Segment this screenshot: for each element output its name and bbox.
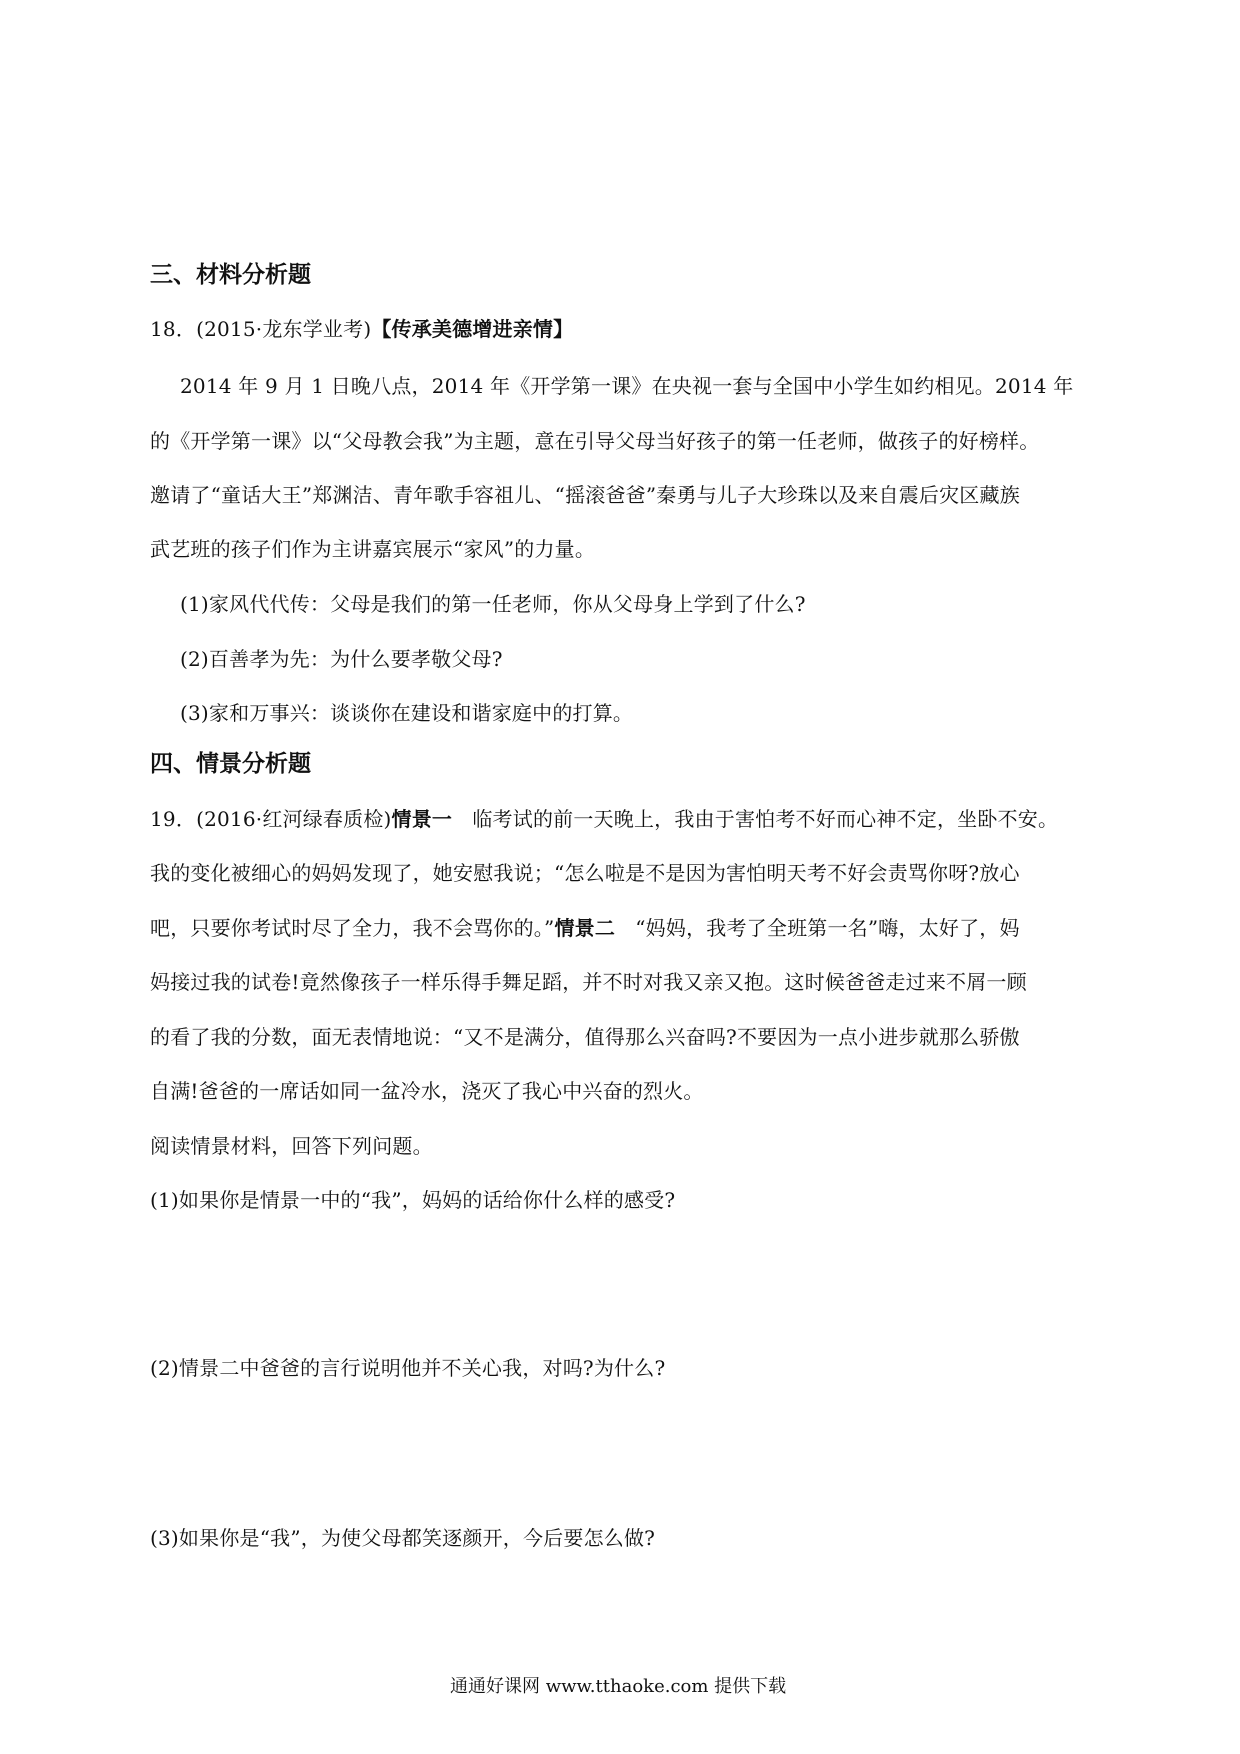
q19-sub-question-3: (3)如果你是“我”，为使父母都笑逐颜开，今后要怎么做? [150,1526,656,1550]
scene-2-label: 情景二 [554,916,616,940]
q18-material-line-4: 武艺班的孩子们作为主讲嘉宾展示“家风”的力量。 [150,537,596,561]
q18-sub-question-2: (2)百善孝为先：为什么要孝敬父母? [180,647,503,671]
q19-line-3-start: 吧，只要你考试时尽了全力，我不会骂你的。” [150,916,555,940]
question-number: 19． [150,807,197,831]
q19-line-6: 自满!爸爸的一席话如同一盆冷水，浇灭了我心中兴奋的烈火。 [150,1079,704,1103]
q18-material-line-2: 的《开学第一课》以“父母教会我”为主题，意在引导父母当好孩子的第一任老师，做孩子的好榜样。 [150,429,1040,453]
q19-line-3-end: “妈妈，我考了全班第一名”嗨，太好了，妈 [615,916,1020,940]
q19-sub-question-2: (2)情景二中爸爸的言行说明他并不关心我，对吗?为什么? [150,1356,666,1380]
q19-line-3 [150,912,1020,941]
q18-sub-question-1: (1)家风代代传：父母是我们的第一任老师，你从父母身上学到了什么? [180,592,806,616]
q18-material-line-1: 2014 年 9 月 1 日晚八点，2014 年《开学第一课》在央视一套与全国中小学生如约相见。2014 年 [180,374,1074,398]
question-source: (2016·红河绿春质检) [196,807,392,831]
scene-1-label: 情景一 [391,807,453,831]
q19-instruction: 阅读情景材料，回答下列问题。 [150,1134,433,1158]
q19-line-4: 妈接过我的试卷!竟然像孩子一样乐得手舞足蹈，并不时对我又亲又抱。这时候爸爸走过来不屑一顾 [150,970,1027,994]
question-18-header [150,313,573,342]
q19-line-2: 我的变化被细心的妈妈发现了，她安慰我说；“怎么啦是不是因为害怕明天考不好会责骂你呀?放心 [150,861,1020,885]
section-heading-3: 三、材料分析题 [150,262,311,288]
q19-sub-question-1: (1)如果你是情景一中的“我”，妈妈的话给你什么样的感受? [150,1188,676,1212]
q18-material-line-3: 邀请了“童话大王”郑渊洁、青年歌手容祖儿、“摇滚爸爸”秦勇与儿子大珍珠以及来自震后灾区藏族 [150,483,1020,507]
page-footer: 通通好课网 www.tthaoke.com 提供下载 [450,1676,787,1697]
q18-sub-question-3: (3)家和万事兴：谈谈你在建设和谐家庭中的打算。 [180,701,634,725]
q19-line-5: 的看了我的分数，面无表情地说：“又不是满分，值得那么兴奋吗?不要因为一点小进步就那么骄傲 [150,1025,1020,1049]
section-heading-4: 四、情景分析题 [150,751,311,777]
q19-line-1 [150,803,1058,832]
question-topic: 【传承美德增进亲情】 [371,317,574,341]
q19-line-1-text: 临考试的前一天晚上，我由于害怕考不好而心神不定，坐卧不安。 [452,807,1059,831]
question-source: (2015·龙东学业考) [196,317,372,341]
question-number: 18． [150,317,197,341]
